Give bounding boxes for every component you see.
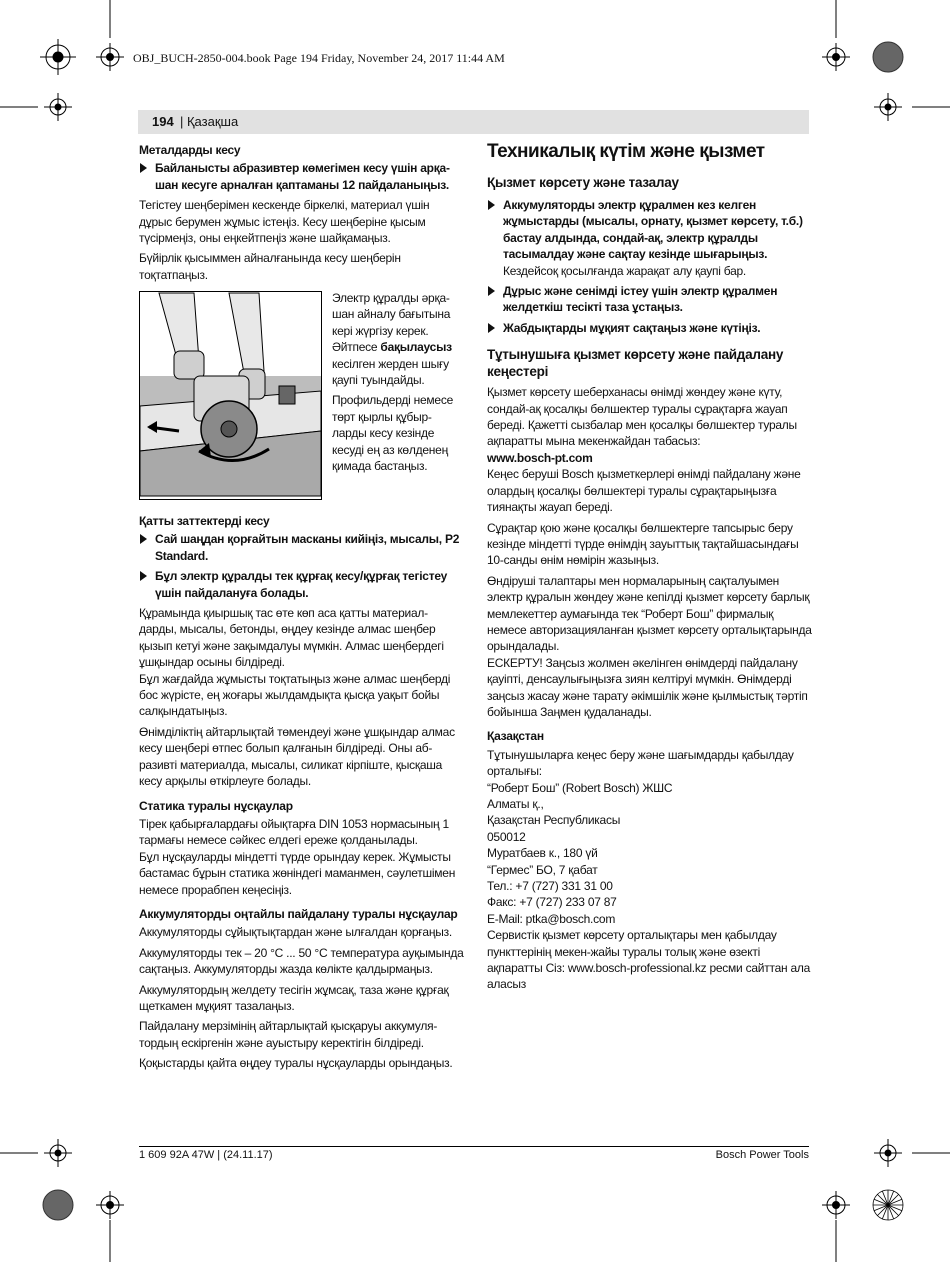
address-line: Алматы қ., — [487, 797, 544, 811]
warning-paragraph: ЕСКЕРТУ! Заңсыз жолмен әкелінген өнімдерді пайдалану қауіпті, денсаулығыңызға зиян келтіруі мүмкін. Өнімдерді заңсыз жасау және тарату әкімшілік және қылмыстық тәртіп бойынша Заңмен қудаланады. — [487, 655, 808, 719]
page-header-bar — [138, 110, 809, 134]
bullet-item: Бұл электр құралды тек құрғақ кесу/құрғақ тегістеу үшін пайдалануға болады. — [139, 568, 464, 601]
triangle-bullet-icon — [140, 163, 147, 173]
bullet-item: Аккумуляторды электр құралмен кез келген жұмыстарды (мысалы, орнату, қызмет көрсету, т.б.) бастау алдында, сондай-ақ, электр құралды тасымалдау және сақтау кезінде шығарыңыз. — [487, 197, 812, 263]
address-block — [487, 747, 812, 993]
address-line: Тел.: +7 (727) 331 31 00 — [487, 879, 613, 894]
paragraph: Бұл жағдайда жұмысты тоқтатыңыз және алмас шеңберді бос жүрісте, ең жоғары жылдамдықта қысқа уақыт бойы салқындатыңыз. — [139, 671, 451, 719]
footer-rule — [139, 1146, 809, 1147]
page-number: 194 — [152, 114, 174, 129]
triangle-bullet-icon — [488, 200, 495, 210]
bullet-item: Сай шаңдан қорғайтын масканы кийіңіз, мысалы, P2 Standard. — [139, 531, 464, 564]
color-swatch-icon — [43, 1190, 73, 1220]
left-column-top — [139, 142, 464, 287]
bullet-item: Дұрыс және сенімді істеу үшін электр құралмен желдеткіш тесікті таза ұстаңыз. — [487, 283, 812, 316]
header-language: | Қазақша — [180, 114, 239, 129]
section-heading: Статика туралы нұсқаулар — [139, 798, 293, 813]
address-line: Тұтынушыларға кеңес беру және шағымдарды қабылдау орталығы: — [487, 747, 794, 779]
section-heading: Қазақстан — [487, 729, 544, 744]
cutting-illustration — [139, 291, 322, 500]
paragraph: Бұл нұсқауларды міндетті түрде орындау керек. Жұмысты бастамас бұрын статика жөніндегі маманмен, сәулетшімен немесе прорабпен кеңесіңіз. — [139, 849, 456, 897]
bullet-item: Жабдықтарды мұқият сақтаңыз және күтіңіз. — [487, 320, 812, 336]
section-heading: Қатты заттектерді кесу — [139, 514, 270, 528]
triangle-bullet-icon — [488, 286, 495, 296]
paragraph: Тегістеу шеңберімен кескенде біркелкі, материал үшін дұрыс берумен жұмыс істеңіз. Кесу шеңберіне қысым түсірмеңіз, оны еңкейтпеңіз және шайқамаңыз. — [139, 198, 430, 246]
paragraph: Өндіруші талаптары мен нормаларының сақталуымен электр құралын жөндеу және кепілді қызмет көрсету барлық мемлекеттер аумағында тек “Роберт Бош” фирмалық немесе авторизацияланған қызмет көрсету орталықтарында орындалады. — [487, 573, 812, 654]
paragraph: Тірек қабырғалардағы ойықтарға DIN 1053 нормасының 1 тармағы немесе сәйкес елдегі ереже қолданылады. — [139, 816, 449, 848]
left-column-bottom — [139, 513, 464, 1076]
paragraph: Сұрақтар қою және қосалқы бөлшектерге тапсырыс беру кезінде міндетті түрде өнімдің зауыттық тақтайшасындағы 10-санды өнім нөмірін жазыңыз. — [487, 520, 799, 568]
paragraph: Аккумуляторды тек – 20 °C ... 50 °C температура ауқымында сақтаңыз. Аккумуляторды жазда көлікте қалдырмаңыз. — [139, 945, 464, 977]
paragraph: Қоқыстарды қайта өңдеу туралы нұсқауларды орындаңыз. — [139, 1056, 453, 1071]
address-line: Сервистік қызмет көрсету орталықтары мен қабылдау пункттерінің мекен-жайы туралы толық және өзекті ақпаратты Сіз: www.bosch-professional.kz ресми сайттан ала аласыз — [487, 928, 811, 992]
triangle-bullet-icon — [140, 534, 147, 544]
bullet-note: Кездейсоқ қосылғанда жарақат алу қаупі бар. — [503, 263, 747, 278]
paragraph: Пайдалану мерзімінің айтарлықтай қысқаруы аккумуля-тордың ескіргенін және ауыстыру керектігін білдіреді. — [139, 1019, 438, 1050]
section-heading: Металдарды кесу — [139, 143, 241, 157]
sub-heading: Қызмет көрсету және тазалау — [487, 175, 679, 190]
starburst-target-icon — [873, 1190, 903, 1220]
paragraph: Өнімділіктің айтарлықтай төмендеуі және ұшқындар алмас кесу шеңбері өтпес болып қалғанын білдіреді. Оны аб-разивті материалда, мысалы, силикат кірпіште, қысқаша кесу арқылы өткірлеуге болады. — [139, 724, 455, 789]
paragraph: Бүйірлік қысыммен айналғанында кесу шеңберін тоқтатпаңыз. — [139, 251, 401, 282]
paragraph: Құрамында қиыршық тас өте көп аса қатты материал-дарды, мысалы, бетонды, өңдеу кезінде алмас шеңбер қызып кетуі және зақымдалуы мүмкін. Алмас шеңбердегі ұшқындар осыны білдіреді. — [139, 606, 444, 670]
section-heading: Аккумуляторды оңтайлы пайдалану туралы нұсқаулар — [139, 906, 458, 921]
address-line: “Гермес” БО, 7 қабат — [487, 862, 598, 877]
paragraph: Электр құралды әрқа-шан айналу бағытына кері жүргізу керек. Әйтпесе бақылаусыз кесілген жерден шығу қаупі туындайды. — [332, 291, 452, 388]
address-line: 050012 — [487, 829, 526, 844]
email-line: E-Mail: ptka@bosch.com — [487, 911, 616, 926]
paragraph: Профильдерді немесе төрт қырлы құбыр-ларды кесу кезінде кесуді ең аз көлденең қимада бастаңыз. — [332, 393, 454, 474]
address-line: “Роберт Бош” (Robert Bosch) ЖШС — [487, 780, 673, 795]
address-line: Факс: +7 (727) 233 07 87 — [487, 895, 617, 910]
sub-heading: Тұтынушыға қызмет көрсету және пайдалану кеңестері — [487, 347, 784, 380]
website-link[interactable]: www.bosch-pt.com — [487, 450, 593, 465]
paragraph: Аккумуляторды сұйықтықтардан және ылғалдан қорғаңыз. — [139, 925, 452, 940]
main-heading: Техникалық күтім және қызмет — [487, 141, 765, 162]
paragraph: Аккумулятордың желдету тесігін жұмсақ, таза және құрғақ щеткамен мұқият тазалаңыз. — [139, 982, 449, 1013]
footer-brand: Bosch Power Tools — [715, 1149, 809, 1161]
address-line: Қазақстан Республикасы — [487, 813, 621, 828]
paragraph: Кеңес беруші Bosch қызметкерлері өнімді пайдалану және олардың қосалқы бөлшектері туралы сұрақтарыңызға тиянақты жауап береді. — [487, 467, 801, 515]
triangle-bullet-icon — [140, 571, 147, 581]
book-info-line: OBJ_BUCH-2850-004.book Page 194 Friday, November 24, 2017 11:44 AM — [133, 51, 505, 65]
color-swatch-icon — [873, 42, 903, 72]
address-line: Муратбаев к., 180 үй — [487, 846, 598, 861]
footer-doc-number: 1 609 92A 47W | (24.11.17) — [139, 1149, 273, 1161]
triangle-bullet-icon — [488, 323, 495, 333]
paragraph: Қызмет көрсету шеберханасы өнімді жөндеу және күту, сондай-ақ қосалқы бөлшектер туралы сұрақтарға жауап береді. Қажетті сызбалар мен қосалқы бөлшектер туралы ақпаратты мына мекенжайдан табасыз: — [487, 385, 797, 449]
bullet-item: Байланысты абразивтер көмегімен кесу үшін арқа-шан кесуге арналған қаптаманы 12 пайдаланыңыз. — [139, 160, 464, 193]
figure-caption — [332, 290, 462, 474]
right-column — [487, 174, 812, 993]
